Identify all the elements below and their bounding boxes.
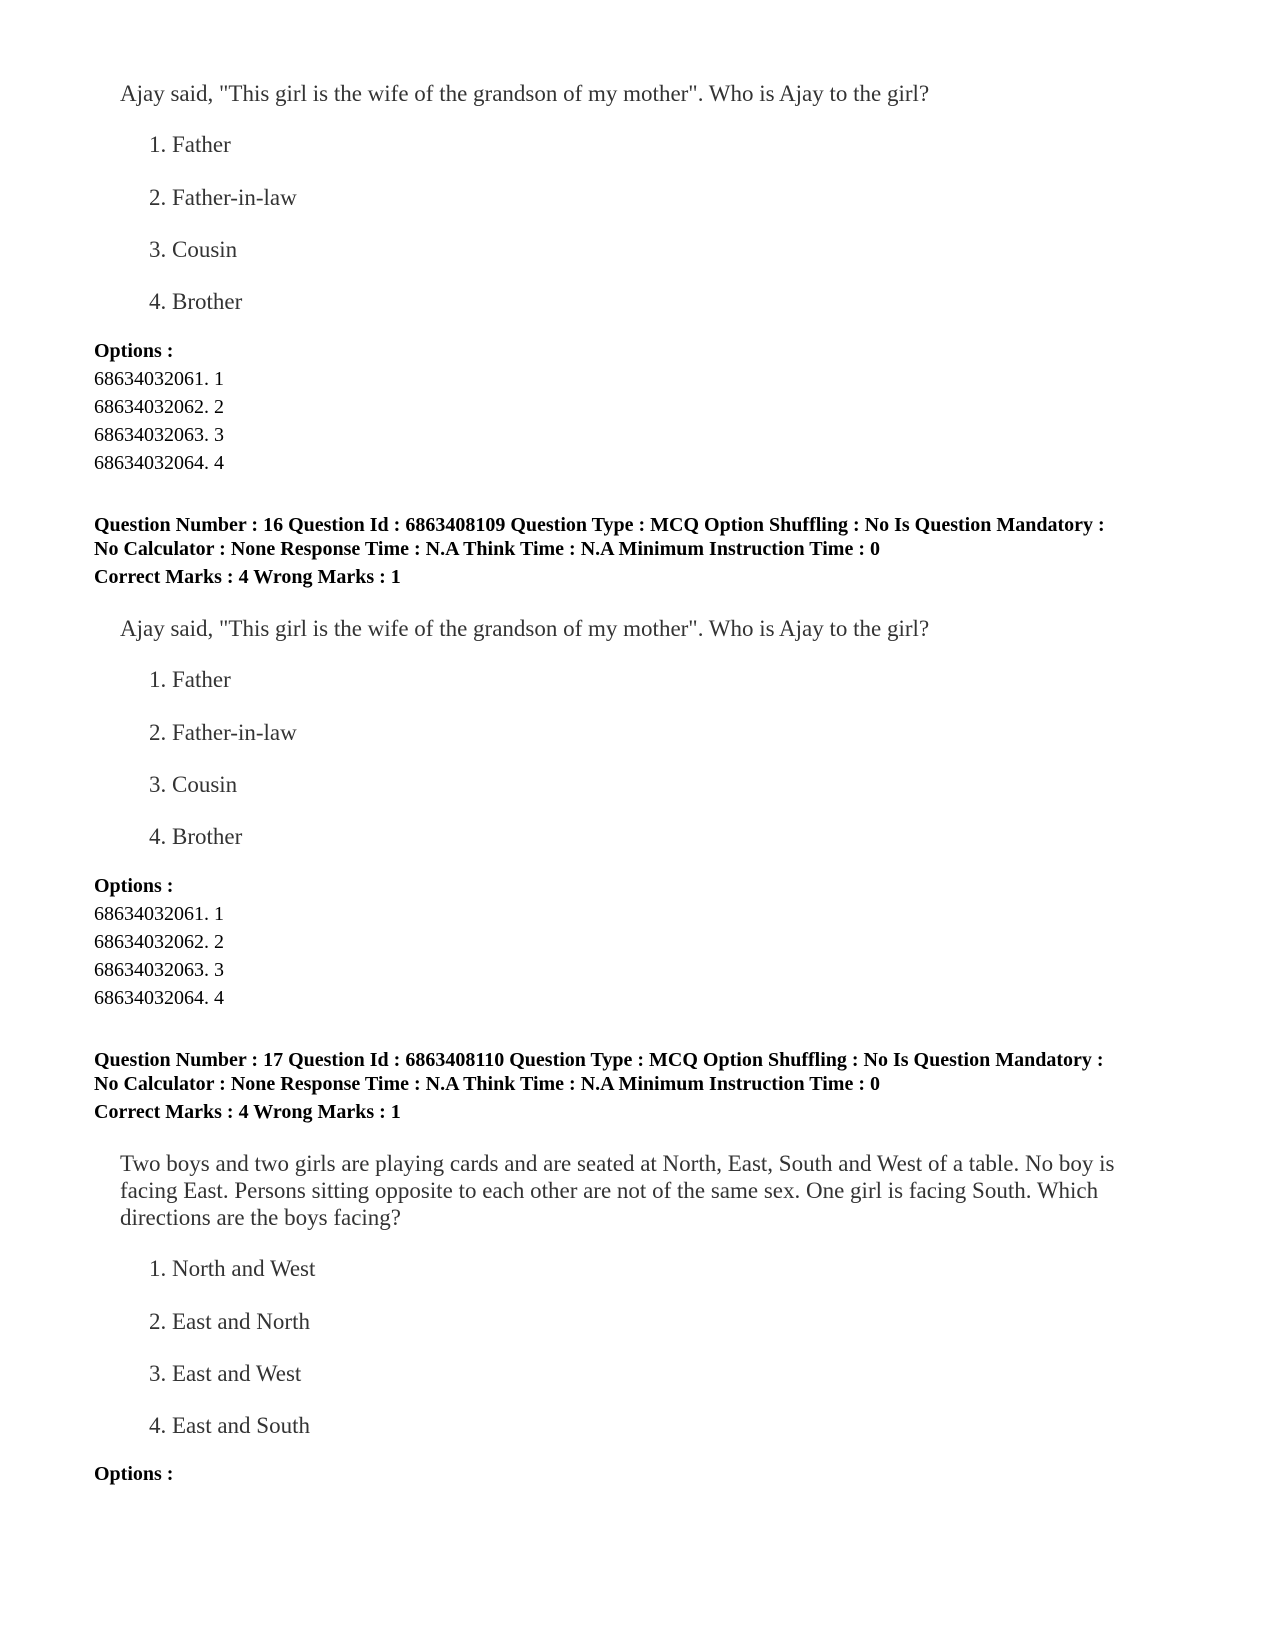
answer-choice: 4. Brother: [149, 289, 243, 314]
option-id-line: 68634032064. 4: [94, 452, 224, 474]
question-text: Two boys and two girls are playing cards and are seated at North, East, South and West of a table. No boy is facing East. Persons sitting opposite to each other are not of the same sex. One girl is facing South. Which directions are the boys facing?: [120, 1151, 1115, 1230]
answer-choice: 4. Brother: [149, 824, 243, 849]
answer-choice: 3. East and West: [149, 1361, 302, 1386]
option-id-line: 68634032062. 2: [94, 396, 224, 418]
question-text: Ajay said, "This girl is the wife of the grandson of my mother". Who is Ajay to the girl?: [120, 81, 930, 106]
answer-choice: 3. Cousin: [149, 772, 238, 797]
options-label: Options :: [94, 340, 174, 362]
answer-choice: 2. Father-in-law: [149, 720, 297, 745]
question-meta-line1: Question Number : 17 Question Id : 6863408110 Question Type : MCQ Option Shuffling : No Is Question Mandatory :: [94, 1049, 1104, 1071]
answer-choice: 3. Cousin: [149, 237, 238, 262]
answer-choice: 2. East and North: [149, 1309, 310, 1334]
option-id-line: 68634032061. 1: [94, 903, 224, 925]
question-meta-line2: No Calculator : None Response Time : N.A Think Time : N.A Minimum Instruction Time : 0: [94, 1073, 880, 1095]
answer-choice: 1. Father: [149, 132, 231, 157]
option-id-line: 68634032064. 4: [94, 987, 224, 1009]
answer-choice: 1. Father: [149, 667, 231, 692]
options-label: Options :: [94, 1463, 174, 1485]
answer-choice: 2. Father-in-law: [149, 185, 297, 210]
option-id-line: 68634032063. 3: [94, 424, 224, 446]
question-marks: Correct Marks : 4 Wrong Marks : 1: [94, 566, 401, 588]
option-id-line: 68634032062. 2: [94, 931, 224, 953]
option-id-line: 68634032061. 1: [94, 368, 224, 390]
answer-choice: 1. North and West: [149, 1256, 316, 1281]
question-meta-line2: No Calculator : None Response Time : N.A Think Time : N.A Minimum Instruction Time : 0: [94, 538, 880, 560]
question-meta-line1: Question Number : 16 Question Id : 6863408109 Question Type : MCQ Option Shuffling : No Is Question Mandatory :: [94, 514, 1105, 536]
options-label: Options :: [94, 875, 174, 897]
answer-choice: 4. East and South: [149, 1413, 310, 1438]
question-text: Ajay said, "This girl is the wife of the grandson of my mother". Who is Ajay to the girl?: [120, 616, 930, 641]
option-id-line: 68634032063. 3: [94, 959, 224, 981]
question-marks: Correct Marks : 4 Wrong Marks : 1: [94, 1101, 401, 1123]
